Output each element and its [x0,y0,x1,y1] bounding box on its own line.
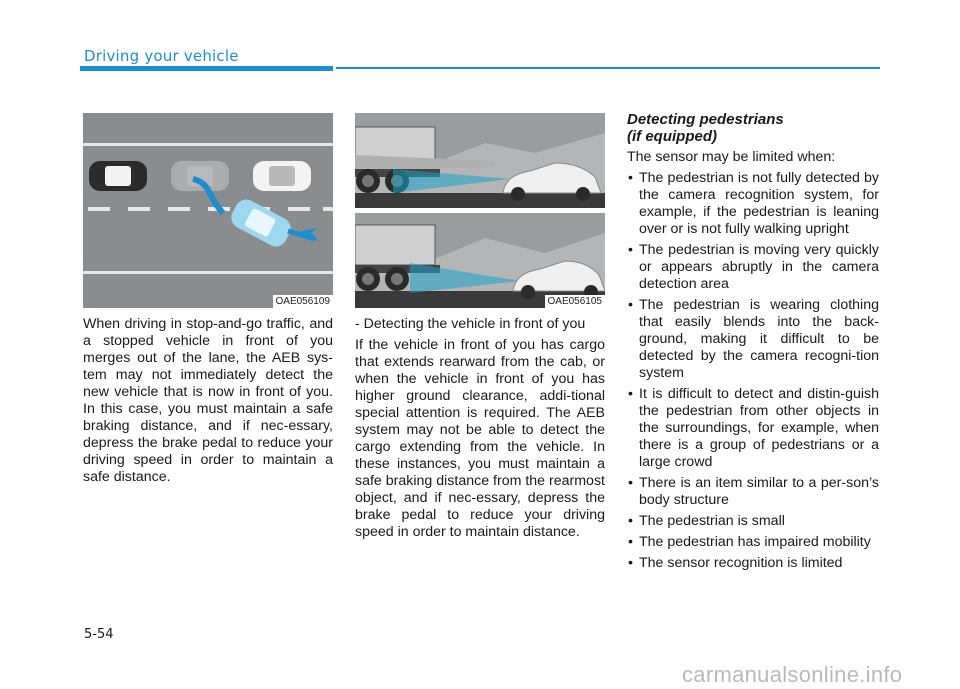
dark-car [89,161,147,191]
list-item: • The pedestrian is not fully detected by the camera recognition system, for example, if the pedestrian is leaning over or is not fully walking upright [627,170,879,238]
pedestrian-subhead [627,111,887,145]
list-item: • There is an item similar to a per-son’s body structure [627,475,879,509]
list-item: • The pedestrian has impaired mobility [627,534,879,551]
white-car [253,161,311,191]
left-paragraph: When driving in stop-and-go traffic, and a stopped vehicle in front of you merges out of the lane, the AEB sys-tem may not immediately detect the new vehicle that is now in front of you. In this case, you must maintain a safe braking distance, and if nec-essary, depress the brake pedal to reduce your driving speed in order to maintain a safe distance. [83,316,333,485]
sensor-limits-intro: The sensor may be limited when: [627,149,836,165]
figure-code: OAE056109 [273,295,334,308]
list-item: • It is difficult to detect and distin-guish the pedestrian from other objects in the surroundings, for example, when there is a group of pedestrians or a large crowd [627,386,879,471]
figure-truck-cargo [355,113,605,308]
middle-paragraph: If the vehicle in front of you has cargo that extends rearward from the cab, or when the vehicle in front of you has higher ground clearance, addi-tional special attention is required. The AEB system may not be able to detect the cargo extending from the vehicle. In these instances, you must maintain a safe braking distance from the rearmost object, and if nec-essary, depress the brake pedal to reduce your driving speed in order to maintain distance. [355,337,605,540]
ghost-car [171,161,229,191]
section-title: Driving your vehicle [84,47,239,65]
list-item: • The sensor recognition is limited [627,555,879,572]
subhead-line-2: (if equipped) [627,128,717,145]
middle-heading-line: - Detecting the vehicle in front of you [355,316,586,332]
list-item: • The pedestrian is small [627,513,879,530]
watermark-link[interactable]: carmanualsonline.info [682,662,903,687]
truck-cargo-illustration [355,113,605,308]
figure-lane-merge [83,113,333,308]
figure-code: OAE056105 [545,295,606,308]
sensor-limits-list [627,170,879,576]
header-rule-thin [336,67,880,69]
lane-merge-illustration [83,113,333,308]
subhead-line-1: Detecting pedestrians [627,111,784,128]
page-number: 5-54 [84,627,114,642]
list-item: • The pedestrian is wearing clothing that easily blends into the back-ground, making it difficult to be detected by the camera recogni-tion system [627,297,879,382]
header-rule-thick [80,66,333,71]
list-item: • The pedestrian is moving very quickly or appears abruptly in the camera detection area [627,242,879,293]
